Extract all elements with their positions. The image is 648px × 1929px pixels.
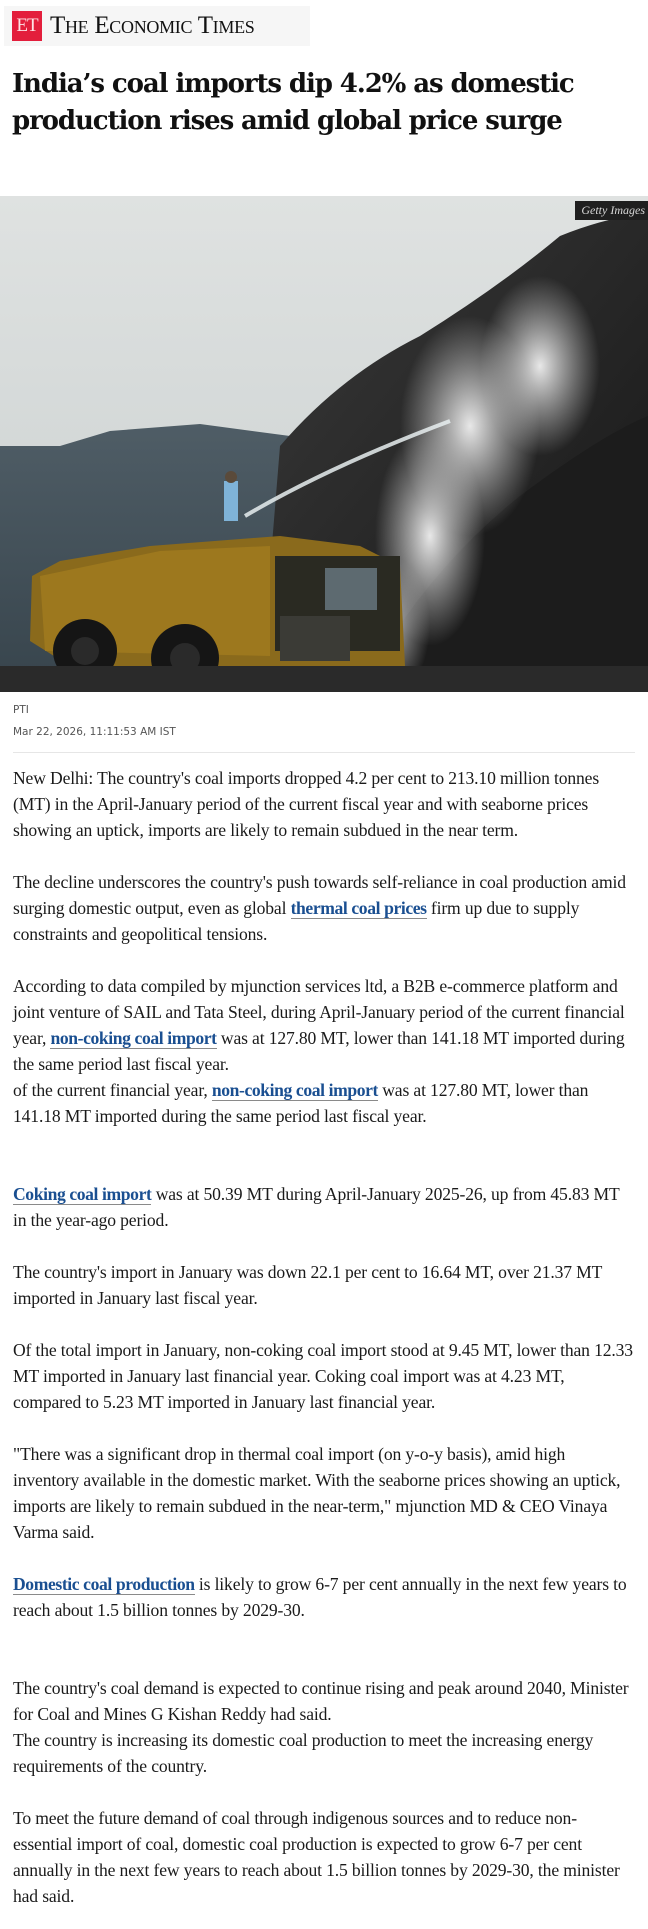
paragraph: The country is increasing its domestic coal production to meet the increasing energy requirements of the country. xyxy=(13,1730,594,1776)
link-coking-coal-import[interactable]: Coking coal import xyxy=(13,1184,152,1204)
text: was at 127.80 MT, lower than 141.18 MT imported during the same period last fiscal year. xyxy=(13,1080,589,1126)
paragraph: To meet the future demand of coal through indigenous sources and to reduce non-essential import of coal, domestic coal production is expected to grow 6-7 per cent annually in the next few years to reach about 1.5 billion tonnes by 2029-30, the minister had said. xyxy=(13,1808,620,1906)
article-body xyxy=(0,753,648,1929)
paragraph: The country's import in January was down 22.1 per cent to 16.64 MT, over 21.37 MT imported in January last fiscal year. xyxy=(13,1262,602,1308)
quote-paragraph: "There was a significant drop in thermal coal import (on y-o-y basis), amid high inventory available in the domestic market. With the seaborne prices showing an uptick, imports are likely to remain subdued in the near-term," mjunction MD & CEO Vinaya Varma said. xyxy=(13,1444,621,1542)
publish-timestamp: Mar 22, 2026, 11:11:53 AM IST xyxy=(13,726,176,738)
spacer xyxy=(13,1649,635,1675)
et-logo-badge: ET xyxy=(12,11,42,41)
text: was at 50.39 MT during April-January 2025-26, up from 45.83 MT in the year-ago period. xyxy=(13,1184,620,1230)
paragraph-duplicate xyxy=(13,1077,635,1129)
text: was at 127.80 MT, lower than 141.18 MT imported during the same period last fiscal year. xyxy=(13,1028,625,1074)
link-domestic-coal-production[interactable]: Domestic coal production xyxy=(13,1574,195,1594)
article-meta xyxy=(0,692,648,744)
text: firm up due to supply constraints and geopolitical tensions. xyxy=(13,898,580,944)
text: of the current financial year, xyxy=(13,1080,212,1100)
paragraph xyxy=(13,1181,635,1233)
coal-mine-photo xyxy=(0,196,648,692)
paragraph: The country's coal demand is expected to continue rising and peak around 2040, Minister for Coal and Mines G Kishan Reddy had said. xyxy=(13,1678,629,1724)
text: According to data compiled by mjunction services ltd, a B2B e-commerce platform and joint venture of SAIL and Tata Steel, during April-January period of the current financial year, xyxy=(13,976,625,1048)
paragraph: New Delhi: The country's coal imports dropped 4.2 per cent to 213.10 million tonnes (MT) in the April-January period of the current fiscal year and with seaborne prices showing an uptick, imports are likely to remain subdued in the near term. xyxy=(13,768,600,840)
text: The decline underscores the country's push towards self-reliance in coal production amid surging domestic output, even as global xyxy=(13,872,626,918)
paragraph xyxy=(13,1571,635,1623)
hero-image xyxy=(0,196,648,692)
text: is likely to grow 6-7 per cent annually in the next few years to reach about 1.5 billion tonnes by 2029-30. xyxy=(13,1574,627,1620)
article-headline: India’s coal imports dip 4.2% as domestic production rises amid global price surge xyxy=(12,69,574,136)
link-thermal-coal-prices[interactable]: thermal coal prices xyxy=(290,898,427,918)
link-non-coking-coal-import-2[interactable]: non-coking coal import xyxy=(211,1080,378,1100)
image-credit: Getty Images xyxy=(575,201,648,220)
paragraph xyxy=(13,869,635,947)
site-logo[interactable] xyxy=(4,6,310,46)
byline-agency: PTI xyxy=(13,704,29,716)
paragraph xyxy=(13,973,635,1077)
link-non-coking-coal-import[interactable]: non-coking coal import xyxy=(50,1028,217,1048)
brand-name: The Economic Times xyxy=(50,12,255,39)
site-header xyxy=(0,0,648,52)
spacer xyxy=(13,1155,635,1181)
paragraph: Of the total import in January, non-coking coal import stood at 9.45 MT, lower than 12.33 MT imported in January last financial year. Coking coal import was at 4.23 MT, compared to 5.23 MT imported in January last financial year. xyxy=(13,1340,633,1412)
